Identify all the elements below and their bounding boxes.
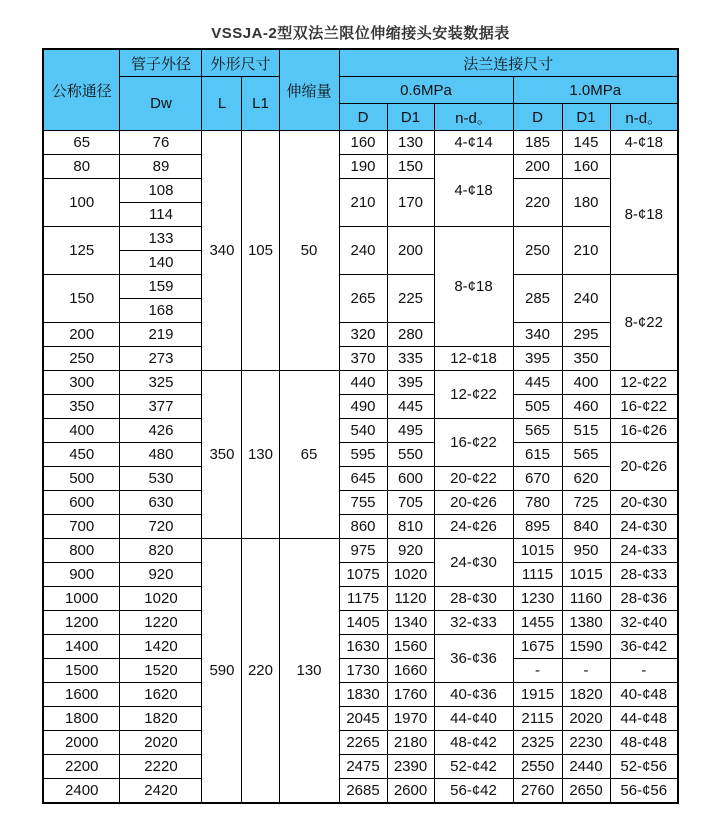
table-body (43, 131, 678, 804)
table-row (43, 755, 678, 779)
table-row (43, 731, 678, 755)
table-cell: 285 (513, 275, 562, 323)
table-cell: 1015 (562, 563, 610, 587)
table-cell: 350 (43, 395, 120, 419)
table-cell: 810 (387, 515, 434, 539)
header-row-2 (43, 77, 678, 104)
table-cell: 500 (43, 467, 120, 491)
table-cell: 395 (387, 371, 434, 395)
table-cell: 200 (387, 227, 434, 275)
table-cell: 20-¢30 (610, 491, 678, 515)
table-cell: 377 (120, 395, 202, 419)
table-cell: 630 (120, 491, 202, 515)
table-cell: 1120 (387, 587, 434, 611)
table-cell: 170 (387, 179, 434, 227)
table-cell: 1660 (387, 659, 434, 683)
table-cell: 48-¢42 (434, 731, 513, 755)
table-row (43, 371, 678, 395)
header-flange-connection: 法兰连接尺寸 (339, 49, 678, 77)
header-outline-dimensions: 外形尺寸 (202, 49, 279, 77)
table-cell: 480 (120, 443, 202, 467)
table-cell: 16-¢22 (610, 395, 678, 419)
table-cell: 1600 (43, 683, 120, 707)
table-cell: 490 (339, 395, 387, 419)
table-cell: 550 (387, 443, 434, 467)
table-row (43, 563, 678, 587)
table-row (43, 779, 678, 804)
table-cell: 1160 (562, 587, 610, 611)
table-cell: 2180 (387, 731, 434, 755)
table-cell: 44-¢48 (610, 707, 678, 731)
header-pressure-10mpa: 1.0MPa (513, 77, 678, 104)
table-cell: 975 (339, 539, 387, 563)
table-row (43, 707, 678, 731)
table-cell: 24-¢33 (610, 539, 678, 563)
table-cell: 670 (513, 467, 562, 491)
table-cell: 250 (43, 347, 120, 371)
table-cell: 495 (387, 419, 434, 443)
table-cell: 185 (513, 131, 562, 155)
table-cell: 2440 (562, 755, 610, 779)
table-row (43, 227, 678, 251)
table-cell: 2600 (387, 779, 434, 804)
table-cell: 220 (513, 179, 562, 227)
table-cell: 300 (43, 371, 120, 395)
table-cell: 16-¢22 (434, 419, 513, 467)
table-row (43, 587, 678, 611)
table-cell: 325 (120, 371, 202, 395)
table-row (43, 467, 678, 491)
table-cell: 540 (339, 419, 387, 443)
table-cell: 2650 (562, 779, 610, 804)
table-cell: 2390 (387, 755, 434, 779)
table-cell: 4-¢18 (610, 131, 678, 155)
table-cell: 820 (120, 539, 202, 563)
table-cell: 460 (562, 395, 610, 419)
table-cell: 620 (562, 467, 610, 491)
table-cell: 1560 (387, 635, 434, 659)
table-cell: 1970 (387, 707, 434, 731)
table-cell: 250 (513, 227, 562, 275)
table-cell: 1520 (120, 659, 202, 683)
table-cell: 440 (339, 371, 387, 395)
table-cell: 130 (242, 371, 279, 539)
table-cell: 240 (339, 227, 387, 275)
table-cell: 1820 (120, 707, 202, 731)
table-cell: 1455 (513, 611, 562, 635)
table-cell: 160 (562, 155, 610, 179)
table-cell: 76 (120, 131, 202, 155)
table-cell: - (513, 659, 562, 683)
table-cell: 1405 (339, 611, 387, 635)
table-cell: 2230 (562, 731, 610, 755)
table-cell: 56-¢56 (610, 779, 678, 804)
table-row (43, 635, 678, 659)
table-cell: 220 (242, 539, 279, 804)
table-cell: 125 (43, 227, 120, 275)
table-cell: 180 (562, 179, 610, 227)
table-cell: 1675 (513, 635, 562, 659)
table-cell: 1175 (339, 587, 387, 611)
table-row (43, 611, 678, 635)
table-cell: 56-¢42 (434, 779, 513, 804)
table-cell: 1015 (513, 539, 562, 563)
table-cell: 16-¢26 (610, 419, 678, 443)
table-cell: 12-¢22 (610, 371, 678, 395)
table-row (43, 419, 678, 443)
table-cell: 8-¢18 (434, 227, 513, 347)
table-cell: 8-¢22 (610, 275, 678, 371)
table-cell: 159 (120, 275, 202, 299)
table-cell: 426 (120, 419, 202, 443)
table-row (43, 683, 678, 707)
table-cell: 445 (387, 395, 434, 419)
table-cell: 200 (513, 155, 562, 179)
table-cell: 52-¢56 (610, 755, 678, 779)
table-cell: 225 (387, 275, 434, 323)
table-cell: 52-¢42 (434, 755, 513, 779)
table-row (43, 515, 678, 539)
table-cell: 273 (120, 347, 202, 371)
table-cell: 350 (202, 371, 242, 539)
table-cell: 2325 (513, 731, 562, 755)
table-cell: 2045 (339, 707, 387, 731)
table-cell: 1400 (43, 635, 120, 659)
table-cell: 1820 (562, 683, 610, 707)
table-cell: 1220 (120, 611, 202, 635)
table-cell: 2220 (120, 755, 202, 779)
header-pipe-outer-diameter: 管子外径 (120, 49, 202, 77)
table-cell: 280 (387, 323, 434, 347)
table-cell: 1200 (43, 611, 120, 635)
table-cell: 445 (513, 371, 562, 395)
table-cell: 895 (513, 515, 562, 539)
table-cell: 565 (562, 443, 610, 467)
table-cell: 32-¢33 (434, 611, 513, 635)
table-row (43, 179, 678, 203)
table-cell: 219 (120, 323, 202, 347)
table-cell: 2420 (120, 779, 202, 804)
table-cell: 1420 (120, 635, 202, 659)
table-cell: 1830 (339, 683, 387, 707)
table-cell: 2020 (562, 707, 610, 731)
table-cell: 725 (562, 491, 610, 515)
header-10-d1: D1 (562, 104, 610, 131)
table-cell: 4-¢18 (434, 155, 513, 227)
header-l: L (202, 77, 242, 131)
table-cell: 1230 (513, 587, 562, 611)
table-row (43, 395, 678, 419)
table-cell: 210 (339, 179, 387, 227)
table-row (43, 539, 678, 563)
table-cell: 48-¢48 (610, 731, 678, 755)
table-cell: 8-¢18 (610, 155, 678, 275)
table-cell: 1020 (120, 587, 202, 611)
table-cell: 1915 (513, 683, 562, 707)
table-cell: 100 (43, 179, 120, 227)
table-cell: 12-¢18 (434, 347, 513, 371)
table-cell: 340 (202, 131, 242, 371)
table-cell: 2475 (339, 755, 387, 779)
header-10-d: D (513, 104, 562, 131)
header-10-nd: n-d。 (610, 104, 678, 131)
header-nominal-diameter: 公称通径 (43, 49, 120, 131)
table-cell: 720 (120, 515, 202, 539)
table-cell: 1630 (339, 635, 387, 659)
table-cell: 2685 (339, 779, 387, 804)
table-cell: 1500 (43, 659, 120, 683)
table-cell: 140 (120, 251, 202, 275)
table-cell: 24-¢30 (610, 515, 678, 539)
table-header (43, 49, 678, 131)
table-cell: 20-¢26 (434, 491, 513, 515)
table-cell: 40-¢36 (434, 683, 513, 707)
table-cell: 89 (120, 155, 202, 179)
table-cell: 615 (513, 443, 562, 467)
table-cell: 24-¢26 (434, 515, 513, 539)
table-cell: 36-¢36 (434, 635, 513, 683)
table-cell: 600 (387, 467, 434, 491)
table-cell: 450 (43, 443, 120, 467)
table-cell: 145 (562, 131, 610, 155)
header-06-d: D (339, 104, 387, 131)
table-row (43, 155, 678, 179)
installation-data-table (42, 48, 679, 804)
table-cell: 900 (43, 563, 120, 587)
table-cell: 595 (339, 443, 387, 467)
table-cell: 645 (339, 467, 387, 491)
table-cell: 950 (562, 539, 610, 563)
table-cell: 2400 (43, 779, 120, 804)
table-row (43, 323, 678, 347)
table-row (43, 443, 678, 467)
table-cell: 12-¢22 (434, 371, 513, 419)
table-cell: 160 (339, 131, 387, 155)
table-cell: 168 (120, 299, 202, 323)
header-expansion-amount: 伸缩量 (279, 49, 339, 131)
table-cell: 40-¢48 (610, 683, 678, 707)
table-cell: 240 (562, 275, 610, 323)
table-cell: 28-¢36 (610, 587, 678, 611)
table-cell: 2550 (513, 755, 562, 779)
table-cell: 2200 (43, 755, 120, 779)
table-cell: 780 (513, 491, 562, 515)
table-cell: 130 (279, 539, 339, 804)
table-cell: 2020 (120, 731, 202, 755)
table-cell: 2000 (43, 731, 120, 755)
table-cell: 1075 (339, 563, 387, 587)
table-cell: 1620 (120, 683, 202, 707)
table-cell: 840 (562, 515, 610, 539)
header-row-1 (43, 49, 678, 77)
header-06-d1: D1 (387, 104, 434, 131)
table-cell: 705 (387, 491, 434, 515)
table-cell: 1115 (513, 563, 562, 587)
table-cell: 755 (339, 491, 387, 515)
table-cell: 36-¢42 (610, 635, 678, 659)
table-cell: 133 (120, 227, 202, 251)
table-cell: 105 (242, 131, 279, 371)
table-cell: 190 (339, 155, 387, 179)
table-cell: 400 (43, 419, 120, 443)
table-cell: 920 (387, 539, 434, 563)
table-cell: 1760 (387, 683, 434, 707)
table-cell: 20-¢22 (434, 467, 513, 491)
table-cell: 1000 (43, 587, 120, 611)
table-cell: 920 (120, 563, 202, 587)
table-cell: 150 (43, 275, 120, 323)
table-row (43, 275, 678, 299)
table-cell: 530 (120, 467, 202, 491)
table-cell: 590 (202, 539, 242, 804)
table-cell: 200 (43, 323, 120, 347)
table-row (43, 131, 678, 155)
table-cell: 108 (120, 179, 202, 203)
table-cell: 395 (513, 347, 562, 371)
table-cell: - (562, 659, 610, 683)
table-cell: 28-¢30 (434, 587, 513, 611)
table-cell: 800 (43, 539, 120, 563)
table-cell: 335 (387, 347, 434, 371)
table-cell: 1800 (43, 707, 120, 731)
table-cell: 28-¢33 (610, 563, 678, 587)
table-cell: 295 (562, 323, 610, 347)
table-cell: 265 (339, 275, 387, 323)
header-dw: Dw (120, 77, 202, 131)
table-cell: 370 (339, 347, 387, 371)
table-row (43, 347, 678, 371)
table-cell: 2265 (339, 731, 387, 755)
table-cell: 2115 (513, 707, 562, 731)
table-cell: 1730 (339, 659, 387, 683)
table-cell: 130 (387, 131, 434, 155)
table-cell: 44-¢40 (434, 707, 513, 731)
table-cell: 400 (562, 371, 610, 395)
table-cell: 320 (339, 323, 387, 347)
table-cell: 80 (43, 155, 120, 179)
header-pressure-06mpa: 0.6MPa (339, 77, 513, 104)
table-cell: 1590 (562, 635, 610, 659)
table-cell: 65 (43, 131, 120, 155)
table-cell: 340 (513, 323, 562, 347)
header-l1: L1 (242, 77, 279, 131)
page-title: VSSJA-2型双法兰限位伸缩接头安装数据表 (211, 25, 510, 42)
table-cell: 20-¢26 (610, 443, 678, 491)
table-cell: 515 (562, 419, 610, 443)
table-cell: 210 (562, 227, 610, 275)
table-row (43, 491, 678, 515)
table-cell: 150 (387, 155, 434, 179)
table-cell: 505 (513, 395, 562, 419)
header-06-nd: n-d。 (434, 104, 513, 131)
table-cell: 565 (513, 419, 562, 443)
table-cell: 350 (562, 347, 610, 371)
table-cell: 4-¢14 (434, 131, 513, 155)
table-cell: 24-¢30 (434, 539, 513, 587)
table-cell: 32-¢40 (610, 611, 678, 635)
table-cell: 860 (339, 515, 387, 539)
table-cell: 700 (43, 515, 120, 539)
table-cell: 114 (120, 203, 202, 227)
table-cell: 1380 (562, 611, 610, 635)
table-cell: 1340 (387, 611, 434, 635)
table-cell: 2760 (513, 779, 562, 804)
table-cell: - (610, 659, 678, 683)
table-cell: 600 (43, 491, 120, 515)
table-cell: 65 (279, 371, 339, 539)
table-cell: 50 (279, 131, 339, 371)
table-cell: 1020 (387, 563, 434, 587)
table-row (43, 659, 678, 683)
